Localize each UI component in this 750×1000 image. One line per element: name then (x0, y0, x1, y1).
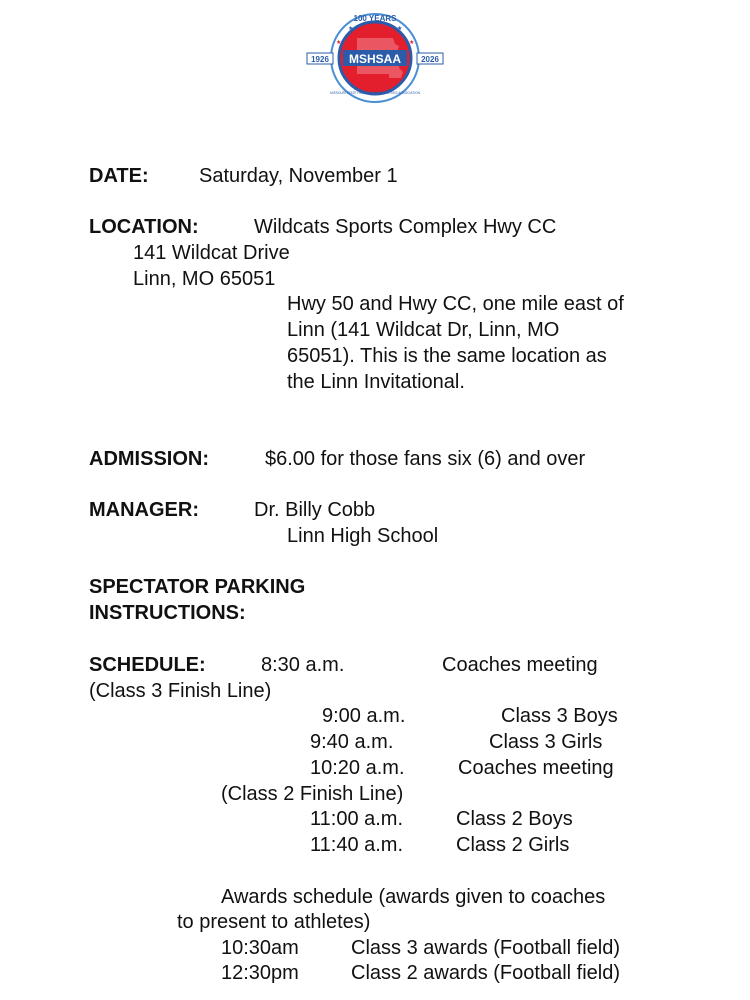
location-directions-line: Hwy 50 and Hwy CC, one mile east of (287, 293, 624, 315)
star-icon: ★ (336, 40, 342, 46)
schedule-time: 11:00 a.m. (310, 808, 404, 830)
schedule-note: (Class 3 Finish Line) (89, 680, 272, 702)
logo-top-text: 100 YEARS (353, 14, 397, 23)
logo-bottom-text: MISSOURI STATE HIGH SCHOOL ACTIVITIES ASSOCIATION (330, 91, 420, 95)
parking-label-line1: SPECTATOR PARKING (89, 576, 306, 598)
schedule-event: Class 3 Boys (501, 705, 618, 727)
date-label: DATE: (89, 165, 149, 187)
admission-label: ADMISSION: (89, 448, 209, 470)
schedule-event: Class 2 Girls (456, 834, 570, 856)
schedule-time: 11:40 a.m. (310, 834, 404, 856)
location-line3: Linn, MO 65051 (133, 268, 276, 290)
star-icon: ★ (348, 26, 354, 32)
schedule-time: 8:30 a.m. (261, 654, 345, 676)
location-line1: Wildcats Sports Complex Hwy CC (254, 216, 557, 238)
manager-school: Linn High School (287, 525, 439, 547)
location-label: LOCATION: (89, 216, 199, 238)
manager-label: MANAGER: (89, 499, 199, 521)
schedule-time: 9:40 a.m. (310, 731, 394, 753)
schedule-event: Coaches meeting (442, 654, 598, 676)
date-value: Saturday, November 1 (199, 165, 398, 187)
location-directions-line: Linn (141 Wildcat Dr, Linn, MO (287, 319, 560, 341)
logo-right-year: 2026 (421, 55, 439, 64)
awards-time: 10:30am (221, 937, 299, 959)
schedule-note: (Class 2 Finish Line) (221, 783, 404, 805)
manager-name: Dr. Billy Cobb (254, 499, 376, 521)
location-directions-line: 65051). This is the same location as (287, 345, 607, 367)
schedule-event: Class 2 Boys (456, 808, 573, 830)
schedule-event: Coaches meeting (458, 757, 614, 779)
parking-label-line2: INSTRUCTIONS: (89, 602, 246, 624)
awards-intro-line2: to present to athletes) (177, 911, 371, 933)
location-line2: 141 Wildcat Drive (133, 242, 290, 264)
admission-value: $6.00 for those fans six (6) and over (265, 448, 586, 470)
schedule-time: 10:20 a.m. (310, 757, 405, 779)
schedule-event: Class 3 Girls (489, 731, 603, 753)
awards-time: 12:30pm (221, 962, 299, 984)
schedule-label: SCHEDULE: (89, 654, 206, 676)
schedule-time: 9:00 a.m. (322, 705, 406, 727)
awards-intro-line1: Awards schedule (awards given to coaches (221, 886, 606, 908)
awards-event: Class 3 awards (Football field) (351, 937, 620, 959)
star-icon: ★ (397, 26, 403, 32)
mshsaa-logo (305, 8, 445, 103)
star-icon: ★ (409, 40, 415, 46)
logo-left-year: 1926 (311, 55, 329, 64)
logo-center-text: MSHSAA (348, 52, 402, 66)
awards-event: Class 2 awards (Football field) (351, 962, 620, 984)
location-directions-line: the Linn Invitational. (287, 371, 465, 393)
